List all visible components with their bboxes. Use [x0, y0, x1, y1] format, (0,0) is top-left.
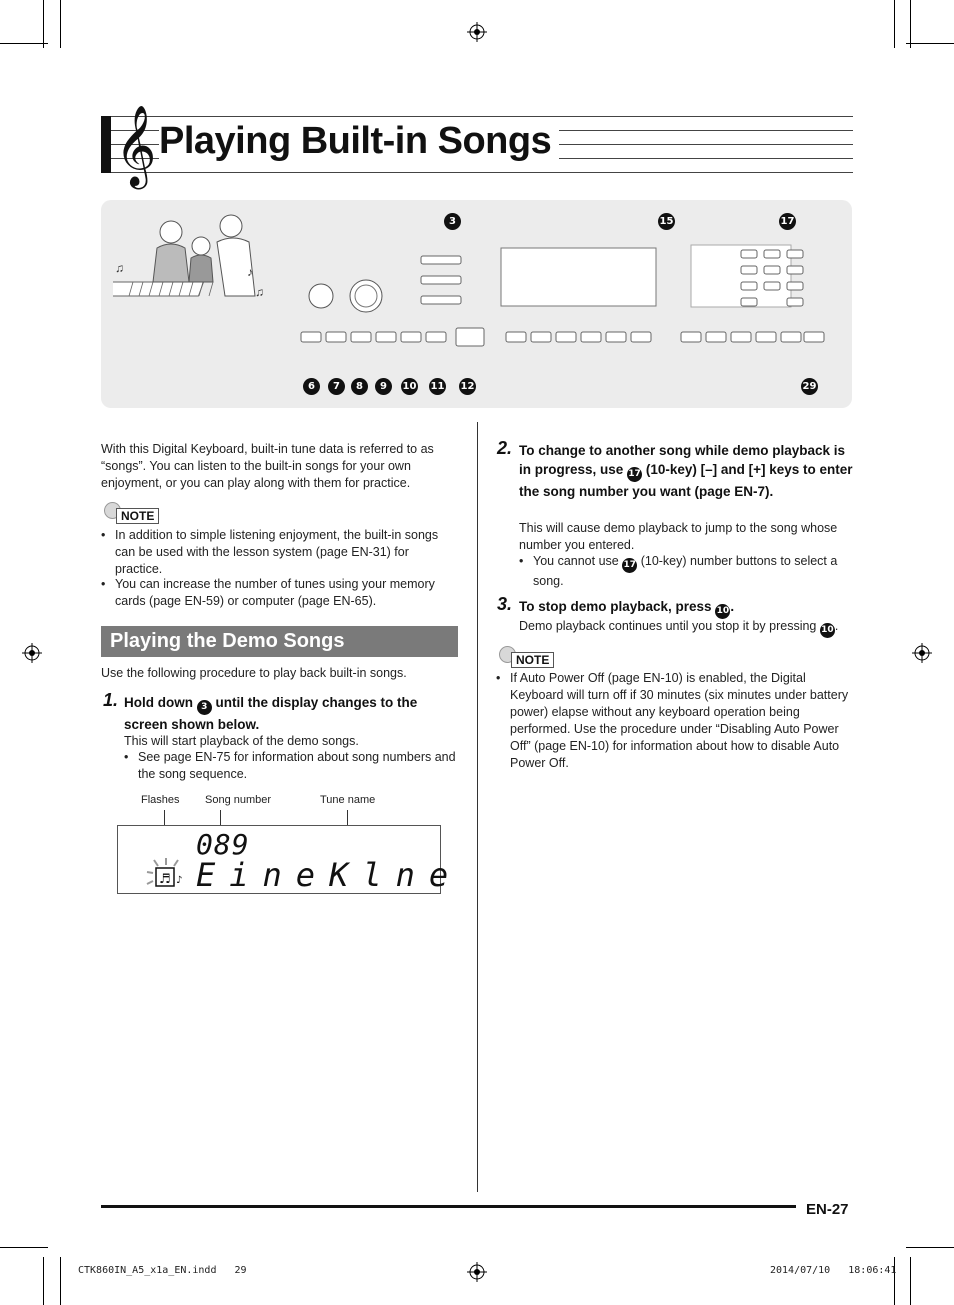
step-body: This will start playback of the demo songs.: [124, 734, 359, 748]
family-playing-illustration: [113, 212, 273, 312]
intro-paragraph: With this Digital Keyboard, built-in tune data is referred to as “songs”. You can listen to the built-in songs for your own enjoyment, or you can play along with them for practice.: [101, 442, 434, 490]
callout-6: 6: [303, 378, 320, 395]
callout-ref: 10: [820, 623, 835, 638]
step-bullet: • You cannot use 17 (10-key) number buttons to select a song.: [519, 553, 854, 590]
step-body-text: Demo playback continues until you stop it by pressing: [519, 619, 817, 633]
title-accent-bar: [101, 116, 111, 173]
section-intro: Use the following procedure to play back built-in songs.: [101, 666, 407, 680]
svg-text:♫: ♫: [255, 285, 264, 299]
svg-text:♬: ♬: [159, 872, 171, 887]
crop-mark: [906, 1247, 954, 1248]
page-title-bar: [101, 104, 853, 186]
page-title: Playing Built-in Songs: [159, 120, 559, 163]
callout-17: 17: [779, 213, 796, 230]
lcd-label-song-number: Song number: [205, 794, 272, 806]
callout-3: 3: [444, 213, 461, 230]
step-body: Demo playback continues until you stop it by pressing 10.: [519, 618, 854, 638]
bullet-text: [519, 553, 854, 590]
callout-15: 15: [658, 213, 675, 230]
lcd-label-flashes: Flashes: [141, 794, 180, 806]
callout-ref: 3: [197, 700, 212, 715]
page-number: EN-27: [806, 1201, 849, 1218]
note-item: • In addition to simple listening enjoyment, the built-in songs can be used with the lesson system (page EN-31) for practice.: [101, 527, 458, 578]
crop-mark: [43, 1257, 44, 1305]
print-slug-file: CTK860IN_A5_x1a_EN.indd 29: [78, 1265, 247, 1276]
note-text: In addition to simple listening enjoyment, the built-in songs can be used with the lesson system (page EN-31) for practice.: [115, 528, 439, 576]
crop-mark: [906, 43, 954, 44]
callout-8: 8: [351, 378, 368, 395]
note-text: If Auto Power Off (page EN-10) is enabled, the Digital Keyboard will turn off if 30 minutes (six minutes under battery power) elapse without any keyboard operation being performed. Use the procedure under “Disabling Auto Power Off” (page EN-10) for information about how to disable Auto Power Off.: [510, 671, 849, 770]
callout-10: 10: [401, 378, 418, 395]
note-text: You can increase the number of tunes using your memory cards (page EN-59) or computer (page EN-65).: [115, 577, 435, 608]
registration-mark-icon: [912, 643, 932, 663]
step-number: 3.: [497, 594, 513, 614]
note-item: • You can increase the number of tunes using your memory cards (page EN-59) or computer (page EN-65).: [101, 576, 458, 610]
step-heading-text: (10-key) [–] and [+] keys to enter the song number you want (page EN-7).: [519, 462, 853, 499]
callout-9: 9: [375, 378, 392, 395]
crop-mark: [60, 1257, 61, 1305]
lcd-label-tune-name: Tune name: [320, 794, 376, 806]
crop-mark: [43, 0, 44, 48]
step-number: 2.: [497, 438, 513, 458]
treble-clef-icon: 𝄞: [115, 104, 157, 186]
crop-mark: [0, 43, 48, 44]
step-heading: To stop demo playback, press 10.: [519, 597, 854, 619]
svg-text:♪: ♪: [247, 265, 253, 279]
crop-mark: [910, 0, 911, 48]
print-slug-date: 2014/07/10 18:06:41: [770, 1265, 897, 1276]
bullet-text-a: You cannot use: [533, 554, 619, 568]
step-heading-text: until the display changes to the screen shown below.: [124, 695, 418, 732]
bullet-text-b: (10-key) number buttons to select a song.: [533, 554, 838, 588]
step-heading-text: Hold down: [124, 695, 193, 710]
crop-mark: [0, 1247, 48, 1248]
callout-29: 29: [801, 378, 818, 395]
registration-mark-icon: [467, 1262, 487, 1282]
note-label: NOTE: [511, 652, 554, 668]
crop-mark: [60, 0, 61, 48]
step-body: This will cause demo playback to jump to the song whose number you entered.: [519, 521, 838, 552]
step-heading-text: To stop demo playback, press: [519, 599, 712, 614]
lcd-display: [117, 825, 463, 894]
section-heading: Playing the Demo Songs: [101, 626, 458, 657]
note-item: • If Auto Power Off (page EN-10) is enabled, the Digital Keyboard will turn off if 30 minutes (six minutes under battery power) elapse without any keyboard operation being performed. Use the procedure under “Disabling Auto Power Off” (page EN-10) for information about how to disable Auto Power Off.: [496, 670, 854, 772]
registration-mark-icon: [22, 643, 42, 663]
note-label: NOTE: [116, 508, 159, 524]
column-divider: [477, 422, 478, 1192]
callout-ref: 17: [622, 558, 637, 573]
step-heading-text: To change to another song while demo playback is in progress, use: [519, 443, 846, 477]
bullet-text: See page EN-75 for information about song numbers and the song sequence.: [138, 750, 456, 781]
registration-mark-icon: [467, 22, 487, 42]
callout-ref: 10: [715, 604, 730, 619]
crop-mark: [894, 0, 895, 48]
footer-rule: [101, 1205, 796, 1208]
step-heading: [124, 693, 458, 734]
crop-mark: [910, 1257, 911, 1305]
svg-text:♫: ♫: [115, 261, 124, 275]
step-heading: [519, 441, 854, 501]
keyboard-illustration: [101, 200, 852, 408]
callout-12: 12: [459, 378, 476, 395]
svg-text:♪: ♪: [176, 875, 183, 886]
callout-7: 7: [328, 378, 345, 395]
callout-11: 11: [429, 378, 446, 395]
callout-ref: 17: [627, 467, 642, 482]
step-bullet: • See page EN-75 for information about song numbers and the song sequence.: [124, 749, 458, 783]
keyboard-control-panel: [296, 240, 826, 380]
lcd-tune-name: EineKlne: [196, 856, 463, 894]
step-number: 1.: [103, 690, 119, 710]
lcd-song-number: 089: [196, 828, 250, 861]
flash-rays-icon: [144, 856, 188, 890]
